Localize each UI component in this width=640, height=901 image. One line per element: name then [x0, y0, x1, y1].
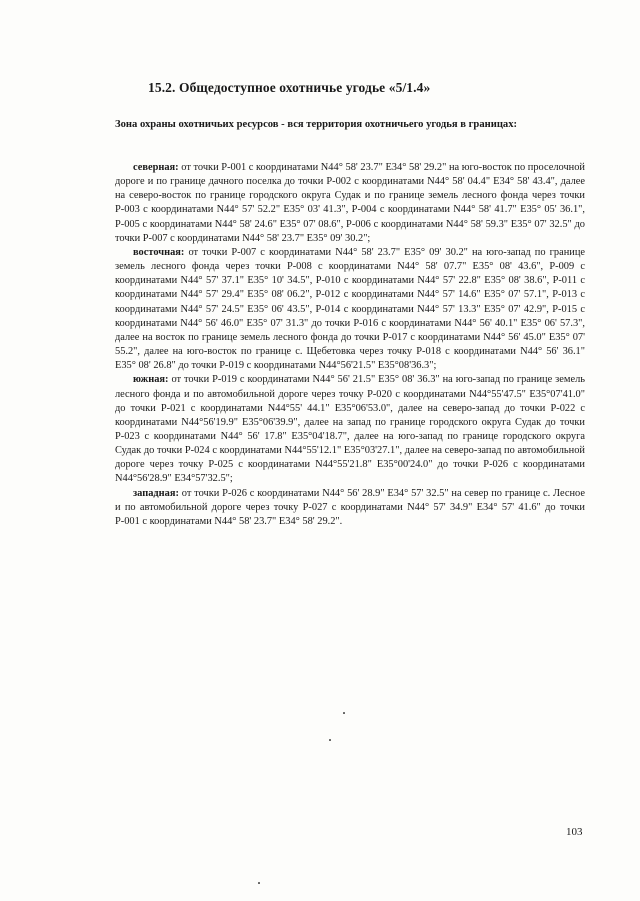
boundary-north — [115, 161, 585, 246]
boundary-description — [115, 161, 585, 529]
boundary-east — [115, 246, 585, 373]
boundary-south — [115, 373, 585, 486]
boundary-text: от точки Р-019 с координатами N44° 56' 21.5" E35° 08' 36.3" на юго-запад по границе земель лесного фонда и по автомобильной дороге через точку Р-020 с координатами N44°55'47.5" E35°07'41.0" до точки Р-021 с координатами N44°55' 44.1" E35°06'53.0", далее на северо-запад до точки Р-022 с координатами N44°56'19.9" E35°06'39.9", далее на запад по границе городского округа Судак до точки Р-023 с координатами N44° 56' 17.8" E35°04'18.7", далее на юго-запад по границе городского округа Судак до точки Р-024 с координатами N44°55'12.1" E35°03'27.1", далее на северо-запад по автомобильной дороге через точку Р-025 с координатами N44°55'21.8" E35°00'24.0" до точки Р-026 с координатами N44°56'28.9" E34°57'32.5"; — [115, 374, 585, 485]
scan-speck — [343, 712, 345, 714]
boundary-text: от точки Р-026 с координатами N44° 56' 28.9" E34° 57' 32.5" на север по границе с. Лесное и по автомобильной дороге через точку Р-027 с координатами N44° 57' 34.9" E34° 57' 41.6" до точки Р-001 с координатами N44° 58' 23.7" E34° 58' 29.2". — [115, 487, 585, 527]
boundary-text: от точки Р-001 с координатами N44° 58' 23.7" E34° 58' 29.2" на юго-восток по проселочной дороге и по границе дачного поселка до точки Р-002 с координатами N44° 58' 04.4" E34° 58' 43.4", далее на северо-восток по границе городского округа Судак и по границе земель лесного фонда через точки Р-003 с координатами N44° 57' 52.2" E35° 03' 41.3", Р-004 с координатами N44° 58' 41.7" E35° 05' 36.1", Р-005 с координатами N44° 58' 24.6" E35° 07' 08.6", Р-006 с координатами N44° 58' 59.3" E35° 07' 32.5" до точки Р-007 с координатами N44° 58' 23.7" E35° 09' 30.2"; — [115, 162, 585, 244]
page-number: 103 — [566, 826, 583, 838]
scan-speck — [258, 882, 260, 884]
boundary-label: западная: — [133, 487, 179, 499]
zone-heading: Зона охраны охотничьих ресурсов - вся территория охотничьего угодья в границах: — [115, 119, 518, 130]
boundary-text: от точки Р-007 с координатами N44° 58' 23.7" E35° 09' 30.2" на юго-запад по границе земель лесного фонда через точки Р-008 с координатами N44° 58' 07.7" E35° 08' 43.6", Р-009 с координатами N44° 57' 37.1" E35° 10' 34.5", Р-010 с координатами N44° 57' 22.8" E35° 08' 38.6", Р-011 с координатами N44° 57' 29.4" E35° 08' 06.2", Р-012 с координатами N44° 57' 14.6" E35° 07' 57.1", Р-013 с координатами N44° 57' 24.5" E35° 06' 43.5", Р-014 с координатами N44° 57' 13.3" E35° 07' 42.9", Р-015 с координатами N44° 56' 46.0" E35° 07' 31.3" до точки Р-016 с координатами N44° 56' 40.1" E35° 06' 57.3", далее на восток по границе земель лесного фонда до точки Р-017 с координатами N44° 56' 45.0" E35° 07' 55.2", далее на юго-восток по границе с. Щебетовка через точку Р-018 с координатами N44° 56' 36.1" E35° 08' 26.8" до точки Р-019 с координатами N44°56'21.5" E35°08'36.3"; — [115, 246, 585, 372]
boundary-label: южная: — [133, 374, 169, 386]
section-title: 15.2. Общедоступное охотничье угодье «5/1.4» — [148, 80, 431, 95]
scan-speck — [329, 739, 331, 741]
boundary-label: северная: — [133, 162, 179, 173]
boundary-west — [115, 487, 585, 529]
boundary-label: восточная: — [133, 246, 185, 258]
